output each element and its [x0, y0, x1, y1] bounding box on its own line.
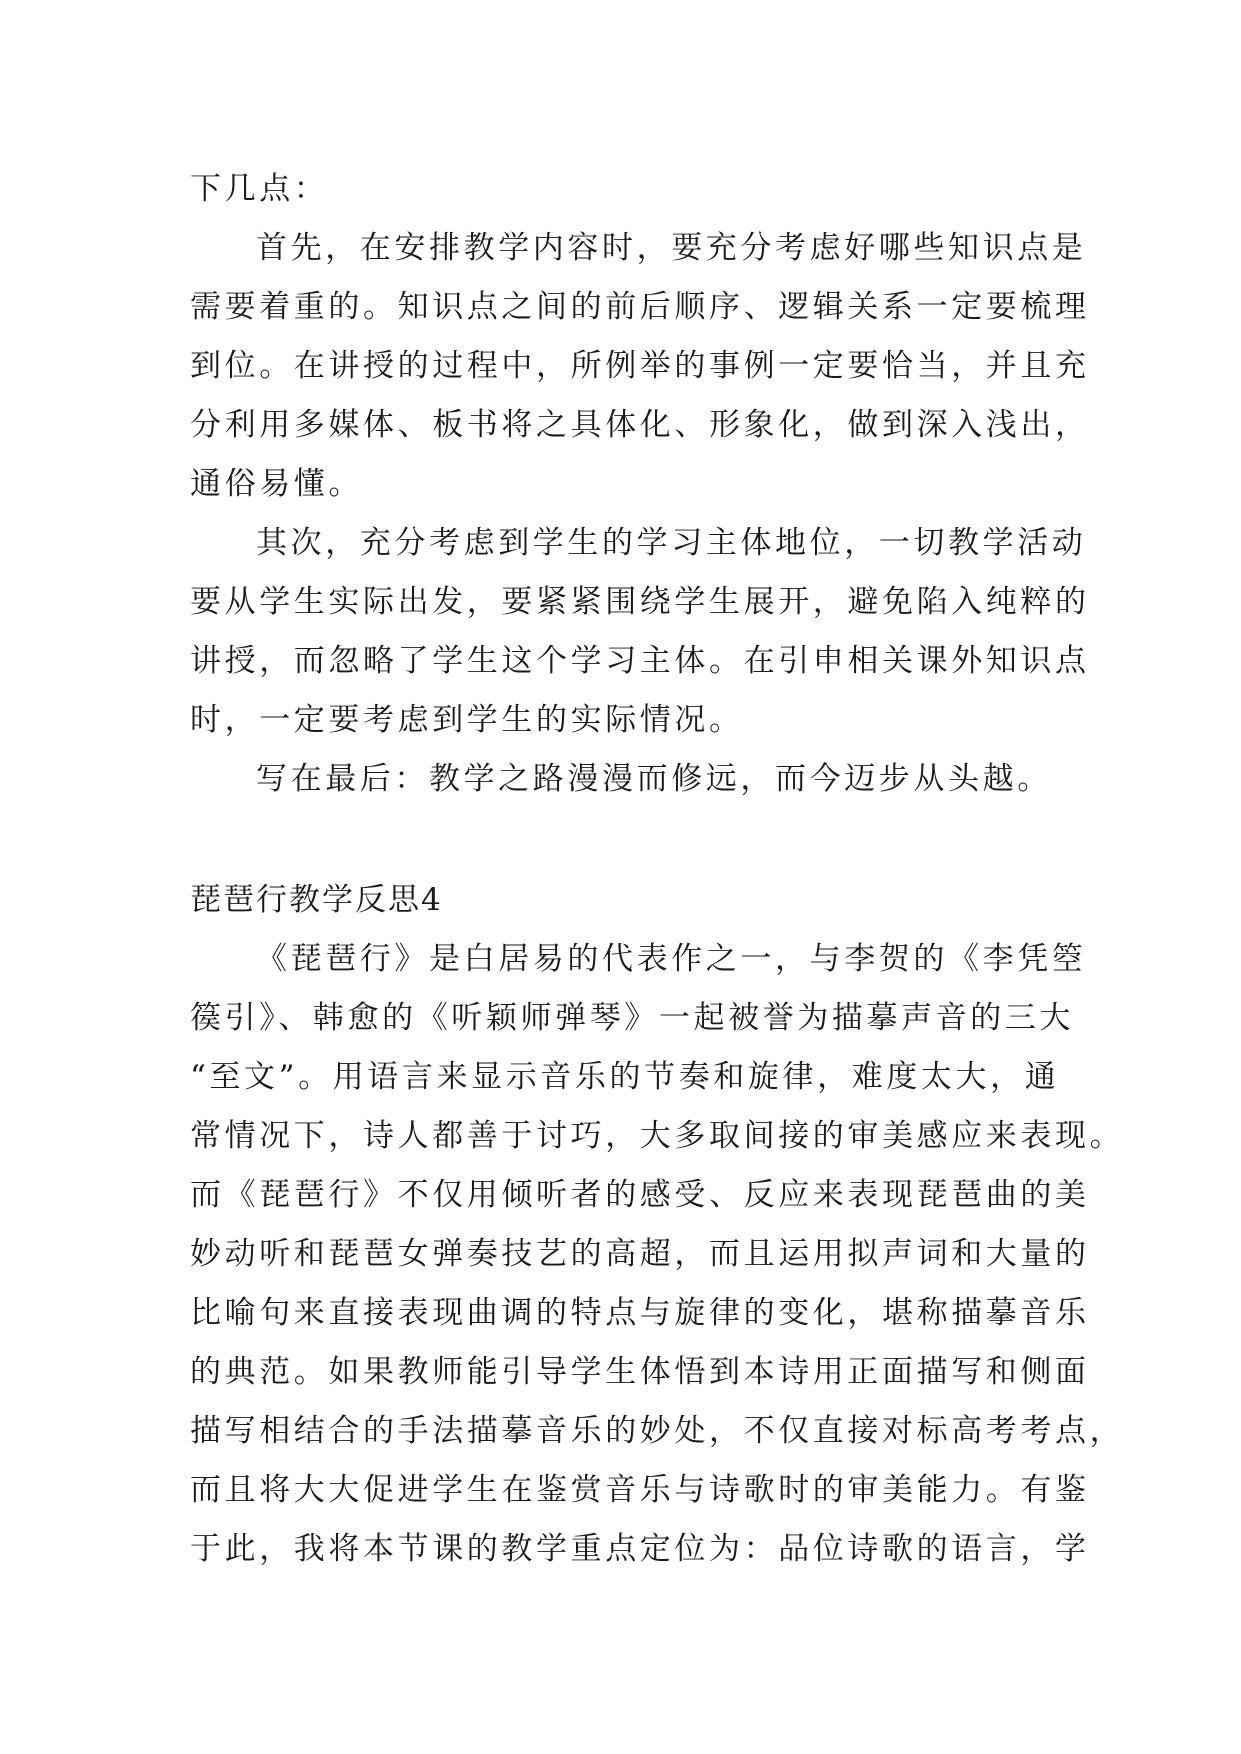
paragraph-line: 《琵琶行》是白居易的代表作之一，与李贺的《李凭箜 — [256, 941, 1087, 977]
paragraph-second — [190, 514, 1090, 750]
document-page — [190, 160, 1125, 1579]
paragraph-line: 比喻句来直接表现曲调的特点与旋律的变化，堪称描摹音乐 — [190, 1295, 1090, 1331]
paragraph-line: 写在最后：教学之路漫漫而修远，而今迈步从头越。 — [256, 761, 1052, 797]
paragraph-line: 分利用多媒体、板书将之具体化、形象化，做到深入浅出， — [190, 407, 1090, 443]
paragraph-line: 讲授，而忽略了学生这个学习主体。在引申相关课外知识点 — [190, 643, 1090, 679]
paragraph-line: 通俗易懂。 — [190, 466, 363, 502]
paragraph-line: 的典范。如果教师能引导学生体悟到本诗用正面描写和侧面 — [190, 1354, 1090, 1390]
paragraph-first — [190, 219, 1090, 514]
paragraph-line: 需要着重的。知识点之间的前后顺序、逻辑关系一定要梳理 — [190, 289, 1090, 325]
paragraph-line: 而且将大大促进学生在鉴赏音乐与诗歌时的审美能力。有鉴 — [190, 1472, 1090, 1508]
paragraph-closing — [190, 750, 1060, 809]
intro-line: 下几点： — [190, 171, 329, 207]
paragraph-line: 到位。在讲授的过程中，所例举的事例一定要恰当，并且充 — [190, 348, 1090, 384]
paragraph-line: 时，一定要考虑到学生的实际情况。 — [190, 702, 744, 738]
paragraph-line: 描写相结合的手法描摹音乐的妙处，不仅直接对标高考考点， — [190, 1413, 1125, 1449]
paragraph-line: 其次，充分考虑到学生的学习主体地位，一切教学活动 — [256, 525, 1087, 561]
section-heading: 琵琶行教学反思4 — [190, 882, 443, 918]
paragraph-line: “至文”。用语言来显示音乐的节奏和旋律，难度太大，通 — [190, 1059, 1060, 1095]
paragraph-line: 而《琵琶行》不仅用倾听者的感受、反应来表现琵琶曲的美 — [190, 1177, 1090, 1213]
paragraph-line: 于此，我将本节课的教学重点定位为：品位诗歌的语言，学 — [190, 1531, 1090, 1567]
paragraph-line: 妙动听和琵琶女弹奏技艺的高超，而且运用拟声词和大量的 — [190, 1236, 1090, 1272]
paragraph-line: 常情况下，诗人都善于讨巧，大多取间接的审美感应来表现。 — [190, 1118, 1125, 1154]
section-gap — [190, 809, 1060, 871]
paragraph-pipa — [190, 930, 1125, 1579]
paragraph-line: 首先，在安排教学内容时，要充分考虑好哪些知识点是 — [256, 230, 1087, 266]
paragraph-line: 要从学生实际出发，要紧紧围绕学生展开，避免陷入纯粹的 — [190, 584, 1090, 620]
paragraph-line: 篌引》、韩愈的《听颖师弹琴》一起被誉为描摹声音的三大 — [190, 1000, 1075, 1036]
